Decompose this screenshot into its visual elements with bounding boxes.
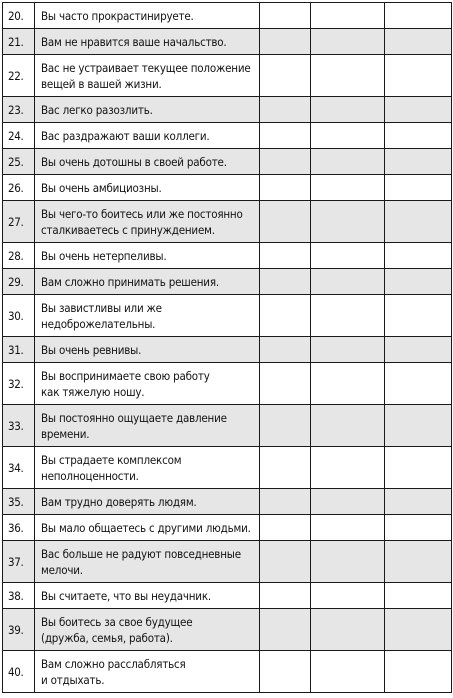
answer-cell[interactable]	[385, 201, 452, 243]
question-text-line: Вы очень нетерпеливы.	[41, 248, 167, 263]
question-text-line: Вы очень ревнивы.	[41, 342, 142, 357]
question-text-line: (дружба, семья, работа).	[41, 630, 173, 645]
question-text-line: Вас больше не радуют повседневные	[41, 546, 241, 561]
question-text-line: Вы считаете, что вы неудачник.	[41, 588, 211, 603]
question-number: 26.	[3, 175, 35, 201]
question-text	[35, 269, 260, 295]
answer-cell[interactable]	[311, 149, 385, 175]
answer-cell[interactable]	[385, 489, 452, 515]
answer-cell[interactable]	[311, 295, 385, 337]
question-text-line: Вам трудно доверять людям.	[41, 494, 197, 509]
question-number: 33.	[3, 405, 35, 447]
table-row	[3, 515, 452, 541]
answer-cell[interactable]	[385, 337, 452, 363]
question-text-line: мелочи.	[41, 562, 83, 577]
table-row	[3, 337, 452, 363]
table-row	[3, 363, 452, 405]
question-text-line: вещей в вашей жизни.	[41, 76, 162, 91]
answer-cell[interactable]	[260, 363, 311, 405]
table-row	[3, 269, 452, 295]
question-number: 36.	[3, 515, 35, 541]
table-row	[3, 489, 452, 515]
answer-cell[interactable]	[260, 3, 311, 29]
answer-cell[interactable]	[311, 3, 385, 29]
answer-cell[interactable]	[260, 489, 311, 515]
answer-cell[interactable]	[385, 97, 452, 123]
question-text-line: Вас раздражают ваши коллеги.	[41, 128, 210, 143]
answer-cell[interactable]	[311, 243, 385, 269]
answer-cell[interactable]	[260, 243, 311, 269]
answer-cell[interactable]	[311, 609, 385, 651]
table-row	[3, 55, 452, 97]
answer-cell[interactable]	[260, 447, 311, 489]
question-text	[35, 97, 260, 123]
table-row	[3, 651, 452, 693]
question-text-line: Вы очень амбициозны.	[41, 180, 162, 195]
question-number: 38.	[3, 583, 35, 609]
answer-cell[interactable]	[311, 201, 385, 243]
question-text	[35, 447, 260, 489]
answer-cell[interactable]	[260, 337, 311, 363]
question-text-line: и отдыхать.	[41, 672, 105, 687]
table-row	[3, 295, 452, 337]
answer-cell[interactable]	[311, 55, 385, 97]
table-row	[3, 541, 452, 583]
answer-cell[interactable]	[260, 269, 311, 295]
answer-cell[interactable]	[311, 175, 385, 201]
question-text-line: Вам не нравится ваше начальство.	[41, 34, 227, 49]
table-row	[3, 97, 452, 123]
question-text-line: Вы чего-то боитесь или же постоянно	[41, 206, 243, 221]
question-text	[35, 651, 260, 693]
answer-cell[interactable]	[385, 447, 452, 489]
question-text	[35, 337, 260, 363]
answer-cell[interactable]	[311, 651, 385, 693]
answer-cell[interactable]	[311, 405, 385, 447]
answer-cell[interactable]	[385, 55, 452, 97]
answer-cell[interactable]	[385, 29, 452, 55]
question-number: 39.	[3, 609, 35, 651]
question-text-line: Вас не устраивает текущее положение	[41, 60, 251, 75]
table-row	[3, 583, 452, 609]
table-row	[3, 149, 452, 175]
answer-cell[interactable]	[385, 583, 452, 609]
answer-cell[interactable]	[385, 175, 452, 201]
answer-cell[interactable]	[311, 29, 385, 55]
question-text	[35, 175, 260, 201]
answer-cell[interactable]	[311, 489, 385, 515]
answer-cell[interactable]	[311, 363, 385, 405]
question-text-line: времени.	[41, 426, 90, 441]
answer-cell[interactable]	[260, 651, 311, 693]
answer-cell[interactable]	[311, 337, 385, 363]
question-number: 32.	[3, 363, 35, 405]
question-text-line: Вас легко разозлить.	[41, 102, 153, 117]
question-number: 34.	[3, 447, 35, 489]
question-text	[35, 123, 260, 149]
table-row	[3, 609, 452, 651]
answer-cell[interactable]	[260, 583, 311, 609]
answer-cell[interactable]	[311, 123, 385, 149]
question-text	[35, 489, 260, 515]
answer-cell[interactable]	[311, 97, 385, 123]
answer-cell[interactable]	[385, 515, 452, 541]
question-text	[35, 29, 260, 55]
table-row	[3, 123, 452, 149]
question-number: 28.	[3, 243, 35, 269]
answer-cell[interactable]	[260, 295, 311, 337]
question-text-line: Вы постоянно ощущаете давление	[41, 410, 227, 425]
question-number: 31.	[3, 337, 35, 363]
answer-cell[interactable]	[311, 583, 385, 609]
table-row	[3, 243, 452, 269]
answer-cell[interactable]	[385, 269, 452, 295]
answer-cell[interactable]	[260, 405, 311, 447]
question-text-line: недоброжелательны.	[41, 316, 156, 331]
question-text-line: Вам сложно расслабляться	[41, 656, 186, 671]
answer-cell[interactable]	[260, 123, 311, 149]
question-text-line: неполноценности.	[41, 468, 139, 483]
questionnaire-table	[2, 2, 452, 693]
answer-cell[interactable]	[260, 29, 311, 55]
answer-cell[interactable]	[311, 541, 385, 583]
question-number: 24.	[3, 123, 35, 149]
question-text-line: Вы мало общаетесь с другими людьми.	[41, 520, 251, 535]
question-text	[35, 149, 260, 175]
question-number: 35.	[3, 489, 35, 515]
answer-cell[interactable]	[260, 149, 311, 175]
question-text	[35, 243, 260, 269]
answer-cell[interactable]	[260, 515, 311, 541]
answer-cell[interactable]	[385, 295, 452, 337]
answer-cell[interactable]	[385, 609, 452, 651]
table-row	[3, 175, 452, 201]
question-number: 29.	[3, 269, 35, 295]
question-text-line: Вы часто прокрастинируете.	[41, 8, 194, 23]
answer-cell[interactable]	[260, 541, 311, 583]
question-number: 30.	[3, 295, 35, 337]
answer-cell[interactable]	[385, 541, 452, 583]
question-text	[35, 55, 260, 97]
question-text	[35, 295, 260, 337]
question-number: 23.	[3, 97, 35, 123]
question-text-line: Вы боитесь за свое будущее	[41, 614, 193, 629]
answer-cell[interactable]	[260, 55, 311, 97]
answer-cell[interactable]	[385, 123, 452, 149]
questionnaire-body	[3, 3, 452, 693]
answer-cell[interactable]	[260, 201, 311, 243]
question-text-line: Вы воспринимаете свою работу	[41, 368, 210, 383]
question-number: 37.	[3, 541, 35, 583]
table-row	[3, 405, 452, 447]
answer-cell[interactable]	[385, 651, 452, 693]
question-number: 22.	[3, 55, 35, 97]
answer-cell[interactable]	[385, 3, 452, 29]
question-text	[35, 609, 260, 651]
answer-cell[interactable]	[260, 609, 311, 651]
table-row	[3, 201, 452, 243]
question-text	[35, 405, 260, 447]
table-row	[3, 447, 452, 489]
question-text-line: сталкиваетесь с принуждением.	[41, 222, 215, 237]
answer-cell[interactable]	[385, 363, 452, 405]
table-row	[3, 3, 452, 29]
table-row	[3, 29, 452, 55]
question-number: 27.	[3, 201, 35, 243]
question-text	[35, 583, 260, 609]
answer-cell[interactable]	[385, 405, 452, 447]
question-text-line: Вы завистливы или же	[41, 300, 162, 315]
question-text-line: Вам сложно принимать решения.	[41, 274, 219, 289]
question-text	[35, 3, 260, 29]
answer-cell[interactable]	[385, 243, 452, 269]
question-text	[35, 541, 260, 583]
question-text	[35, 515, 260, 541]
question-text-line: как тяжелую ношу.	[41, 384, 145, 399]
question-number: 40.	[3, 651, 35, 693]
answer-cell[interactable]	[260, 97, 311, 123]
question-text-line: Вы страдаете комплексом	[41, 452, 182, 467]
question-number: 25.	[3, 149, 35, 175]
question-number: 20.	[3, 3, 35, 29]
answer-cell[interactable]	[311, 269, 385, 295]
answer-cell[interactable]	[311, 515, 385, 541]
answer-cell[interactable]	[385, 149, 452, 175]
question-text	[35, 201, 260, 243]
question-number: 21.	[3, 29, 35, 55]
answer-cell[interactable]	[311, 447, 385, 489]
answer-cell[interactable]	[260, 175, 311, 201]
question-text-line: Вы очень дотошны в своей работе.	[41, 154, 227, 169]
question-text	[35, 363, 260, 405]
